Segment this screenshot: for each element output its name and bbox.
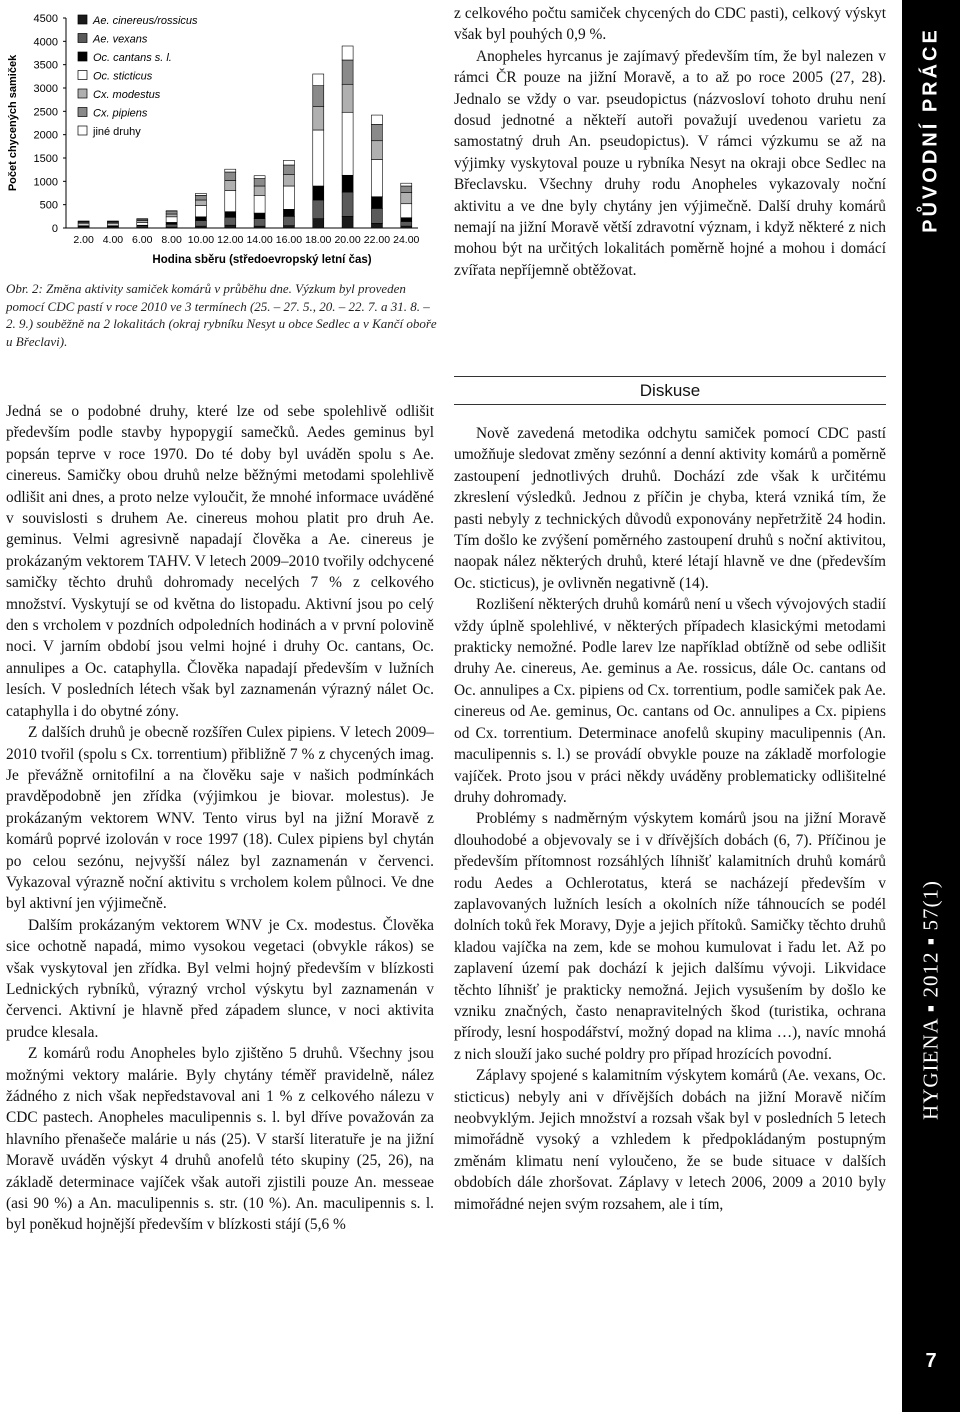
legend-label: Ae. cinereus/rossicus (93, 15, 198, 27)
x-tick-label: 18.00 (305, 234, 332, 246)
left-column (6, 401, 434, 1236)
bar-segment-oc_cantans (195, 217, 206, 221)
bar-segment-jine (78, 221, 89, 222)
legend-label: Oc. cantans s. l. (93, 52, 172, 64)
y-tick-label: 4500 (33, 13, 58, 25)
y-tick-label: 3500 (33, 59, 58, 72)
bar-segment-cx_modestus (401, 193, 412, 204)
x-tick-label: 20.00 (334, 234, 361, 246)
paragraph: Nově zavedená metodika odchytu samiček pomocí CDC pastí umožňuje sledovat změny sezónní a denní aktivity komárů a poměrně zastoupení jednotlivých druhů. Dochází zde však k určitému zkreslení výsledků. Jednou z příčin je chyba, která vzniká tím, že pasti nebyly z technických důvodů exponovány nepřetržitě 24 hodin. Tím došlo ke zvýšení poměrného zastoupení druhů s noční aktivitou, naopak nález některých druhů, které létají hlavně ve dne (především Oc. sticticus), je ovlivněn negativně (14). (454, 425, 886, 592)
bar-segment-cx_pipiens (313, 86, 324, 107)
bar-segment-oc_sticticus (225, 191, 236, 212)
paragraph: Dalším prokázaným vektorem WNV je Cx. modestus. Člověka sice ochotně napadá, mimo vysokou vegetaci (obvykle rákos) se však vyskytoval jen zřídka. Byl velmi hojný především v blízkosti Lednických rybníků, výrazný vrchol výskytu byl zaznamenán v červenci. Aktivní je hlavně před západem slunce, v noci aktivita prudce klesala. (6, 916, 434, 1041)
bar-segment-oc_sticticus (342, 112, 353, 175)
bar-segment-jine (195, 193, 206, 195)
bar-segment-jine (107, 221, 118, 222)
right-top-text (454, 3, 886, 281)
bar-segment-jine (254, 176, 265, 179)
right-column (454, 423, 886, 1215)
y-tick-label: 2000 (33, 129, 58, 142)
bar-segment-cx_modestus (371, 141, 382, 160)
x-tick-label: 10.00 (187, 234, 215, 246)
bar-segment-cx_pipiens (166, 212, 177, 214)
legend-label: Ae. vexans (93, 33, 148, 46)
paragraph: z celkového počtu samiček chycených do CDC pasti), celkový výskyt však byl pouhých 0,9 %. (454, 5, 886, 44)
bar-segment-ae_vexans (166, 224, 177, 227)
paragraph: Rozlišení některých druhů komárů není u všech vývojových stadií vždy úplně spolehlivé, v některých případech klasickými metodami prakticky nemožné. Podle larev lze například obtížně od sebe odlišit druhy Ae. cinereus, Ae. geminus a Ae. rossicus, dále Oc. cantans od Oc. annulipes a Cx. pipiens od Cx. torrentium, podle samiček pak Ae. cinereus od Ae. geminus, Oc. cantans od Oc. annulipes a Cx. pipiens od Cx. torrentium. Determinace anofelů skupiny maculipennis (An. maculipennis s. l.) se provádí obvykle pouze na základě morfologie vajíček. Proto jsou v práci někdy uváděny problematicky odlišitelné druhy dohromady. (454, 596, 886, 806)
y-tick-label: 2500 (33, 106, 58, 119)
y-tick-label: 1000 (33, 176, 58, 189)
x-tick-label: 12.00 (217, 234, 244, 246)
paragraph: Z komárů rodu Anopheles bylo zjištěno 5 druhů. Všechny jsou možnými vektory malárie. Byly chytány téměř pravidelně, nález žádného z nich však nepředstavoval ani 1 % z celkového nálezu v CDC pastech. Anopheles maculipennis s. l. byl dříve považován za hlavního přenašeče malárie u nás (25). V starší literatuře je na jižní Moravě uváděn výskyt 4 druhů anofelů této skupiny (25, 26), na základě determinace vajíček však autoři zjistili pouze An. messeae (asi 90 %) a An. maculipennis s. str. (10 %). An. maculipennis s. l. byl poněkud hojnější především v blízkosti stájí (5,6 % (6, 1045, 434, 1234)
bar-segment-ae_vexans (371, 208, 382, 223)
bar-segment-ae_cinereus (342, 216, 353, 228)
bar-segment-ae_vexans (195, 221, 206, 227)
legend-swatch (78, 89, 87, 98)
bar-segment-oc_sticticus (371, 159, 382, 196)
legend-swatch (78, 15, 87, 24)
bar-segment-oc_sticticus (283, 186, 294, 209)
chart-legend (78, 15, 198, 138)
x-tick-label: 24.00 (393, 234, 420, 246)
bar-segment-jine (313, 74, 324, 86)
x-tick-label: 2.00 (73, 234, 94, 246)
legend-swatch (78, 126, 87, 135)
sidebar-section-label: PŮVODNÍ PRÁCE (919, 27, 942, 233)
bar-segment-ae_vexans (342, 192, 353, 216)
y-tick-label: 500 (39, 199, 58, 212)
bar-segment-ae_vexans (401, 221, 412, 226)
bar-segment-cx_pipiens (254, 179, 265, 186)
bar-segment-ae_cinereus (371, 223, 382, 228)
bar-segment-oc_sticticus (166, 217, 177, 223)
bar-segment-jine (342, 46, 353, 60)
bar-segment-oc_cantans (225, 212, 236, 218)
legend-swatch (78, 34, 87, 43)
bar-segment-oc_sticticus (313, 130, 324, 186)
x-tick-label: 14.00 (246, 234, 273, 246)
bar-segment-cx_modestus (254, 186, 265, 195)
figure-caption: Obr. 2: Změna aktivity samiček komárů v průběhu dne. Výzkum byl proveden pomocí CDC pastí v roce 2010 ve 3 termínech (25. – 27. 5., 20. – 22. 7. a 31. 8. – 2. 9.) souběžně na 2 lokalitách (okraj rybníku Nesyt u obce Sedlec a v Kančí oboře u Břeclavi). (6, 281, 437, 349)
bar-segment-cx_modestus (283, 174, 294, 186)
x-tick-label: 22.00 (363, 234, 391, 246)
y-tick-label: 0 (51, 223, 58, 235)
bar-segment-oc_sticticus (254, 195, 265, 213)
bar-segment-jine (401, 183, 412, 186)
legend-label: Cx. modestus (93, 89, 161, 101)
y-axis-label: Počet chycených samiček (7, 54, 19, 192)
bar-segment-cx_pipiens (195, 195, 206, 200)
activity-chart (0, 0, 440, 278)
bar-segment-oc_sticticus (401, 204, 412, 218)
bar-segment-cx_modestus (195, 200, 206, 206)
y-tick-label: 1500 (33, 153, 58, 165)
bar-segment-oc_cantans (313, 186, 324, 200)
bar-segment-cx_modestus (313, 107, 324, 130)
bar-segment-jine (283, 160, 294, 165)
bar-segment-cx_pipiens (401, 186, 412, 193)
bar-segment-ae_vexans (254, 219, 265, 226)
legend-swatch (78, 108, 87, 117)
bar-segment-jine (137, 219, 148, 220)
bar-segment-cx_modestus (225, 180, 236, 190)
legend-label: Oc. sticticus (93, 70, 153, 83)
bar-segment-jine (225, 169, 236, 172)
x-tick-label: 8.00 (161, 234, 182, 246)
y-tick-label: 4000 (33, 36, 58, 49)
y-tick-label: 3000 (33, 83, 58, 95)
chart-axes (7, 13, 420, 266)
bar-segment-ae_cinereus (283, 226, 294, 228)
bar-segment-cx_modestus (342, 84, 353, 112)
bar-segment-ae_cinereus (225, 225, 236, 228)
x-axis-label: Hodina sběru (středoevropský letní čas) (152, 254, 372, 266)
paragraph: Anopheles hyrcanus je zajímavý především tím, že byl nalezen v rámci ČR pouze na jižní Moravě, a to až po roce 2005 (27, 28). Jednalo se vždy o var. pseudopictus (názvosloví tohoto druhu není dosud jednotné a někteří autoři považují uvedenou varietu za samostatný druh An. pseudopictus). V rámci výzkumu se až na výjimky vyskytoval pouze u rybníka Nesyt na okraji obce Sedlec na Břeclavsku. Všechny druhy rodu Anopheles vykazovaly noční aktivitu a ve dne byly chytány jen výjimečně. Další druhy komárů nemají na jižní Moravě větší zdravotní význam, i když některé z nich mohou být na určitých lokalitách poměrně hojné a mohou i domácí zvířata nepříjemně obtěžovat. (454, 47, 886, 279)
bar-segment-cx_pipiens (283, 165, 294, 174)
bar-segment-cx_pipiens (225, 172, 236, 180)
paragraph: Problémy s nadměrným výskytem komárů jsou na jižní Moravě dlouhodobé a objevovaly se i v dřívějších dobách (6, 7). Příčinou je především přítomnost rozsáhlých líhnišť kalamitních druhů komárů rodu Aedes a Ochlerotatus, která se nacházejí především v zaplavovaných lužních lesích a okolních níže táhnoucích se podél dolních toků řek Moravy, Dyje a jejich přítoků. Samičky těchto druhů kladou vajíčka na zem, kde se mohou kumulovat i řadu let. Až po zaplavení území pak dochází k jejich dalšímu vývoji. Likvidace těchto líhnišť je prakticky nemožná. Jejich vysušením by došlo ke vzniku značných, často nenapravitelných škod (turistika, ochrana přírody, lesní hospodářství, možný dopad na klima …), navíc mnohá z nich slouží jako suché poldry pro případ hrozících povodní. (454, 810, 886, 1063)
paragraph: Jedná se o podobné druhy, které lze od sebe spolehlivě odlišit především podle stavby hypopygií samečků. Aedes geminus byl popsán teprve v roce 1970. Do té doby byl uváděn spolu s Ae. cinereus. Samičky obou druhů nelze běžnými metodami spolehlivě odlišit ani dnes, a proto nelze vyloučit, že mnohé informace uváděné v souvislosti s druhem Ae. cinereus mohou platit pro druh Ae. geminus. Velmi agresivně napadají člověka a Ae. cinereus je prokázaným vektorem TAHV. V letech 2009–2010 tvořily odchycené samičky těchto druhů dohromady necelých 7 % z celkového množství. Vyskytují se od května do listopadu. Aktivní jsou po celý den s vrcholem v pozdních odpoledních hodinách a v první polovině noci. V jarním období jsou velmi hojné i druhy Oc. cantans, Oc. annulipes a Oc. cataphylla. Člověka napadají především v lužních lesích. V posledních létech však byl zaznamenán výrazný nálet Oc. cataphylla i do obytné zóny. (6, 403, 434, 720)
bar-segment-oc_cantans (283, 209, 294, 216)
bar-segment-oc_cantans (401, 218, 412, 222)
page-number: 7 (925, 1350, 937, 1372)
legend-label: jiné druhy (93, 126, 141, 138)
bar-segment-ae_vexans (313, 200, 324, 219)
bar-segment-jine (166, 211, 177, 212)
x-tick-label: 6.00 (132, 234, 153, 246)
legend-swatch (78, 71, 87, 80)
legend-swatch (78, 52, 87, 61)
sidebar-journal: HYGIENA ▪ 2012 ▪ 57(1) (918, 880, 943, 1120)
bar-segment-cx_pipiens (371, 124, 382, 140)
bar-segment-cx_pipiens (342, 60, 353, 84)
bar-segment-oc_sticticus (137, 222, 148, 225)
bar-segment-ae_vexans (283, 216, 294, 225)
paragraph: Záplavy spojené s kalamitním výskytem komárů (Ae. vexans, Oc. sticticus) nebyly ani v dřívějších dobách na jižní Moravě ničím neobvyklým. Jejich množství a rozsah však byl v posledních 5 letech mimořádně vysoký a vzhledem k předpokládaným postupným změnám klimatu není vyloučeno, že se bude situace v dalších obdobích dále zhoršovat. Záplavy v letech 2006, 2009 a 2010 byly mimořádné nejen svým rozsahem, ale i tím, (454, 1067, 886, 1213)
paragraph: Z dalších druhů je obecně rozšířen Culex pipiens. V letech 2009–2010 tvořil (spolu s Cx. torrentium) přibližně 7 % z chycených imag. Je převážně ornitofilní a na člověku saje v našich podmínkách pravděpodobně jen zřídka (výjimkou je biovar. molestus). Je prokázaným vektorem WNV. Tento virus byl na jižní Moravě z komárů poprvé izolován v roce 1997 (18). Culex pipiens byl chytán po celou sezónu, nejvyšší nález byl zaznamenán v červenci. Vykazoval výrazně noční aktivitu s vrcholem kolem půlnoci. Ve dne byl aktivní jen výjimečně. (6, 724, 434, 913)
x-tick-label: 4.00 (102, 234, 124, 246)
bar-segment-oc_sticticus (195, 206, 206, 217)
bar-segment-oc_cantans (342, 175, 353, 192)
bar-segment-ae_vexans (225, 217, 236, 225)
x-tick-label: 16.00 (275, 234, 303, 246)
bar-segment-ae_cinereus (313, 219, 324, 228)
section-heading: Diskuse (454, 376, 886, 405)
bar-segment-oc_cantans (371, 197, 382, 209)
bar-segment-cx_modestus (166, 214, 177, 217)
legend-label: Cx. pipiens (93, 107, 148, 120)
bar-segment-oc_cantans (254, 213, 265, 219)
bar-segment-jine (371, 115, 382, 124)
